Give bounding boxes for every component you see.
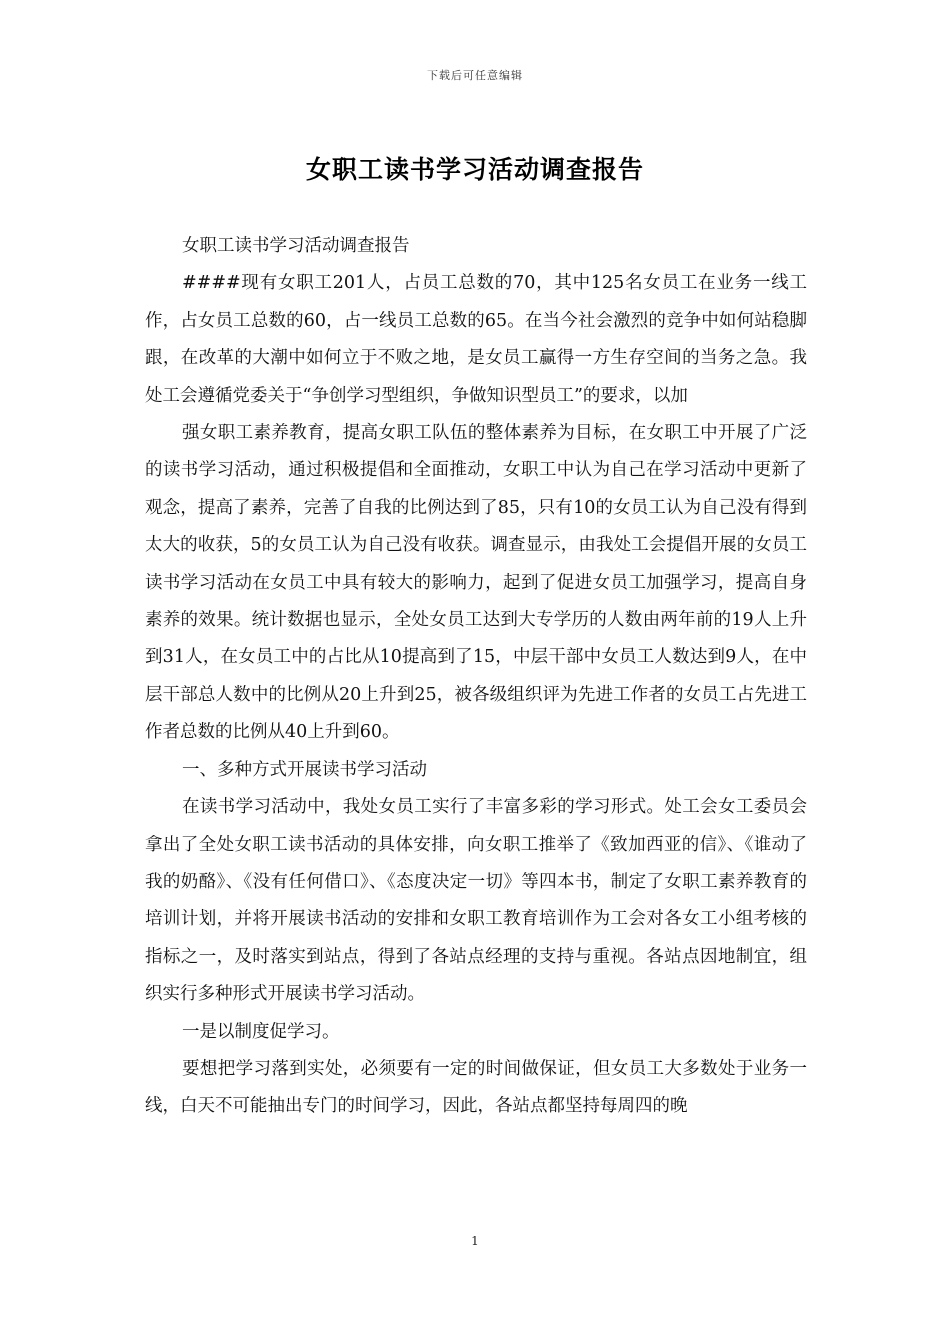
- section-heading: 一、多种方式开展读书学习活动: [182, 759, 427, 780]
- body-paragraph: 强女职工素养教育，提高女职工队伍的整体素养为目标，在女职工中开展了广泛的读书学习活动，通过积极提倡和全面推动，女职工中认为自己在学习活动中更新了观念，提高了素养，完善了自我的比例达到了85，只有10的女员工认为自己没有得到太大的收获，5的女员工认为自己没有收获。调查显示，由我处工会提倡开展的女员工读书学习活动在女员工中具有较大的影响力，起到了促进女员工加强学习，提高自身素养的效果。统计数据也显示，全处女员工达到大专学历的人数由两年前的19人上升到31人，在女员工中的占比从10提高到了15，中层干部中女员工人数达到9人，在中层干部总人数中的比例从20上升到25，被各级组织评为先进工作者的女员工占先进工作者总数的比例从40上升到60。: [145, 423, 807, 743]
- subsection-heading: 一是以制度促学习。: [182, 1021, 340, 1042]
- body-paragraph: ####现有女职工201人，占员工总数的70，其中125名女员工在业务一线工作，占女员工总数的60，占一线员工总数的65。在当今社会激烈的竞争中如何站稳脚跟，在改革的大潮中如何立于不败之地，是女员工赢得一方生存空间的当务之急。我处工会遵循党委关于“争创学习型组织，争做知识型员工”的要求，以加: [145, 273, 807, 406]
- document-title: 女职工读书学习活动调查报告: [305, 155, 644, 184]
- body-paragraph: 在读书学习活动中，我处女员工实行了丰富多彩的学习形式。处工会女工委员会拿出了全处女职工读书活动的具体安排，向女职工推举了《致加西亚的信》、《谁动了我的奶酪》、《没有任何借口》、《态度决定一切》等四本书，制定了女职工素养教育的培训计划，并将开展读书活动的安排和女职工教育培训作为工会对各女工小组考核的指标之一，及时落实到站点，得到了各站点经理的支持与重视。各站点因地制宜，组织实行多种形式开展读书学习活动。: [145, 797, 807, 1005]
- document-body: [145, 228, 807, 1126]
- page-header: 下载后可任意编辑: [427, 69, 523, 82]
- body-paragraph: 女职工读书学习活动调查报告: [182, 236, 410, 256]
- page-number: 1: [471, 1234, 479, 1248]
- body-paragraph: 要想把学习落到实处，必须要有一定的时间做保证，但女员工大多数处于业务一线，白天不可能抽出专门的时间学习，因此，各站点都坚持每周四的晚: [145, 1058, 807, 1117]
